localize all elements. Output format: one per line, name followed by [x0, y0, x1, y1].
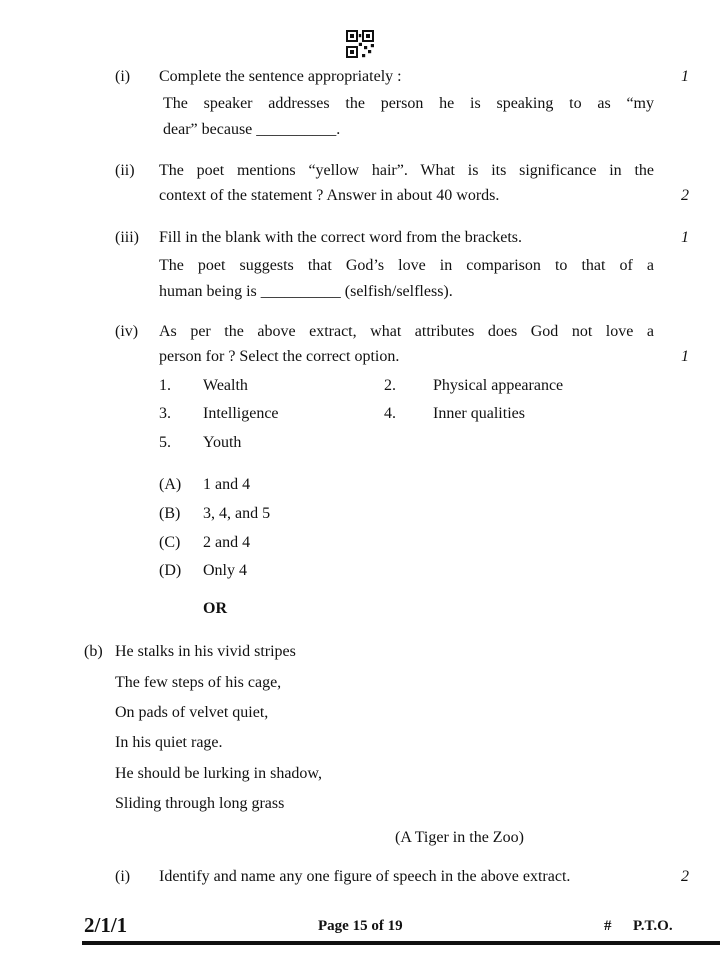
pto-label: P.T.O. [633, 918, 673, 934]
paper-code: 2/1/1 [84, 913, 128, 937]
list-item-number: 3. [159, 405, 171, 422]
question-iv-line2: person for ? Select the correct option. [159, 348, 400, 365]
footer-rule [82, 941, 720, 945]
question-iii-line3: human being is __________ (selfish/selfless). [159, 283, 453, 300]
marks-i: 1 [681, 68, 689, 85]
list-item-text: Physical appearance [433, 377, 564, 394]
option-value: 2 and 4 [203, 534, 251, 551]
list-item-text: Wealth [203, 377, 248, 394]
option-key: (C) [159, 534, 181, 551]
list-item-number: 1. [159, 377, 171, 394]
question-i-lead: Complete the sentence appropriately : [159, 68, 402, 85]
question-b-label: (b) [84, 643, 103, 660]
question-number-i: (i) [115, 68, 131, 85]
or-separator: OR [203, 600, 227, 617]
poem-line: Sliding through long grass [115, 795, 285, 812]
poem-line: The few steps of his cage, [115, 674, 282, 691]
poem-line: He should be lurking in shadow, [115, 765, 322, 782]
question-ii-line2: context of the statement ? Answer in about 40 words. [159, 187, 500, 204]
question-i-line1: The speaker addresses the person he is speaking to as “my [163, 95, 654, 112]
question-iv-line1: As per the above extract, what attributes does God not love a [159, 323, 654, 340]
list-item-number: 4. [384, 405, 396, 422]
question-iii-line2: The poet suggests that God’s love in comparison to that of a [159, 257, 654, 274]
list-item-text: Intelligence [203, 405, 279, 422]
question-ii-line1: The poet mentions “yellow hair”. What is its significance in the [159, 162, 654, 179]
question-i-line2: dear” because __________. [163, 121, 341, 138]
marks-b-i: 2 [681, 868, 689, 885]
list-item-text: Inner qualities [433, 405, 525, 422]
hash-mark: # [604, 918, 612, 934]
list-item-text: Youth [203, 434, 242, 451]
option-value: Only 4 [203, 562, 247, 579]
poem-line: On pads of velvet quiet, [115, 704, 269, 721]
question-b-number-i: (i) [115, 868, 131, 885]
list-item-number: 2. [384, 377, 396, 394]
poem-source: (A Tiger in the Zoo) [395, 829, 524, 846]
marks-ii: 2 [681, 187, 689, 204]
option-value: 1 and 4 [203, 476, 251, 493]
question-number-iv: (iv) [115, 323, 139, 340]
option-key: (A) [159, 476, 182, 493]
marks-iii: 1 [681, 229, 689, 246]
option-key: (B) [159, 505, 181, 522]
question-number-iii: (iii) [115, 229, 139, 246]
qr-code-icon [346, 30, 374, 58]
page-number: Page 15 of 19 [318, 918, 403, 934]
question-b-i-text: Identify and name any one figure of speech in the above extract. [159, 868, 571, 885]
question-number-ii: (ii) [115, 162, 135, 179]
list-item-number: 5. [159, 434, 171, 451]
poem-line: He stalks in his vivid stripes [115, 643, 296, 660]
question-iii-line1: Fill in the blank with the correct word from the brackets. [159, 229, 523, 246]
poem-line: In his quiet rage. [115, 734, 223, 751]
option-key: (D) [159, 562, 182, 579]
marks-iv: 1 [681, 348, 689, 365]
option-value: 3, 4, and 5 [203, 505, 271, 522]
